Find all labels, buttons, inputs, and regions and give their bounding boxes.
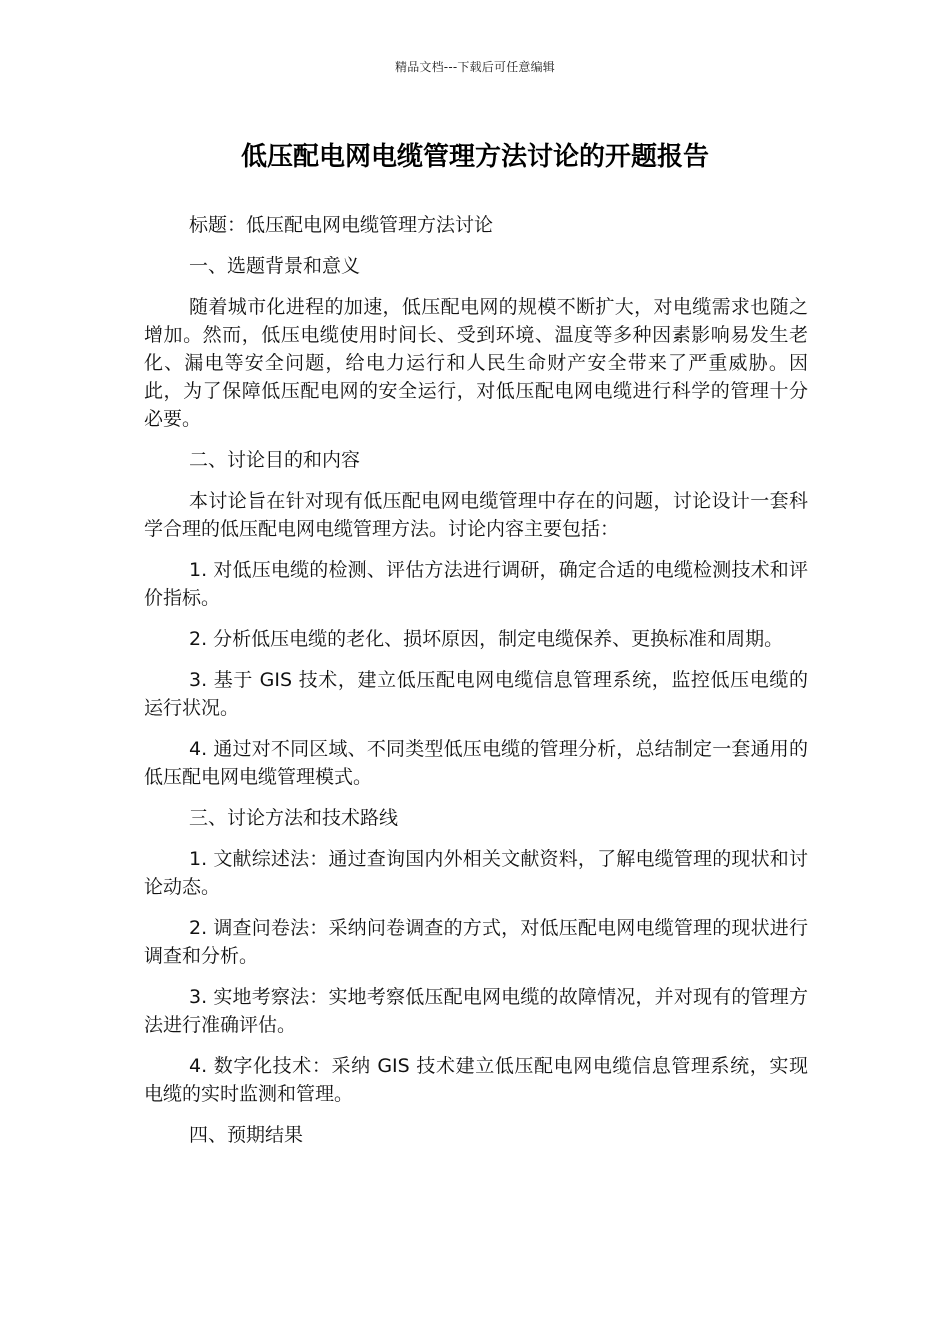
heading-purpose: 二、讨论目的和内容 [189, 449, 361, 471]
list-item: 3. 实地考察法：实地考察低压配电网电缆的故障情况，并对现有的管理方法进行准确评估。 [144, 986, 808, 1036]
document-title: 低压配电网电缆管理方法讨论的开题报告 [240, 142, 709, 172]
paragraph-subject: 标题：低压配电网电缆管理方法讨论 [189, 214, 494, 236]
document-body [144, 211, 808, 1149]
heading-methods: 三、讨论方法和技术路线 [189, 807, 399, 829]
header-note: 精品文档---下载后可任意编辑 [395, 60, 555, 74]
list-item: 3. 基于 GIS 技术，建立低压配电网电缆信息管理系统，监控低压电缆的运行状况。 [144, 669, 808, 719]
list-item: 1. 文献综述法：通过查询国内外相关文献资料，了解电缆管理的现状和讨论动态。 [144, 848, 808, 898]
heading-expected-results: 四、预期结果 [189, 1124, 304, 1146]
list-item: 2. 调查问卷法：采纳问卷调查的方式，对低压配电网电缆管理的现状进行调查和分析。 [144, 917, 808, 967]
list-item: 4. 数字化技术：采纳 GIS 技术建立低压配电网电缆信息管理系统，实现电缆的实时监测和管理。 [144, 1055, 808, 1105]
list-item: 2. 分析低压电缆的老化、损坏原因，制定电缆保养、更换标准和周期。 [189, 628, 784, 650]
list-item: 4. 通过对不同区域、不同类型低压电缆的管理分析，总结制定一套通用的低压配电网电缆管理模式。 [144, 738, 808, 788]
paragraph-background: 随着城市化进程的加速，低压配电网的规模不断扩大，对电缆需求也随之增加。然而，低压电缆使用时间长、受到环境、温度等多种因素影响易发生老化、漏电等安全问题，给电力运行和人民生命财产安全带来了严重威胁。因此，为了保障低压配电网的安全运行，对低压配电网电缆进行科学的管理十分必要。 [144, 296, 808, 430]
paragraph-purpose: 本讨论旨在针对现有低压配电网电缆管理中存在的问题，讨论设计一套科学合理的低压配电网电缆管理方法。讨论内容主要包括： [144, 490, 808, 540]
heading-background: 一、选题背景和意义 [189, 255, 361, 277]
list-item: 1. 对低压电缆的检测、评估方法进行调研，确定合适的电缆检测技术和评价指标。 [144, 559, 808, 609]
